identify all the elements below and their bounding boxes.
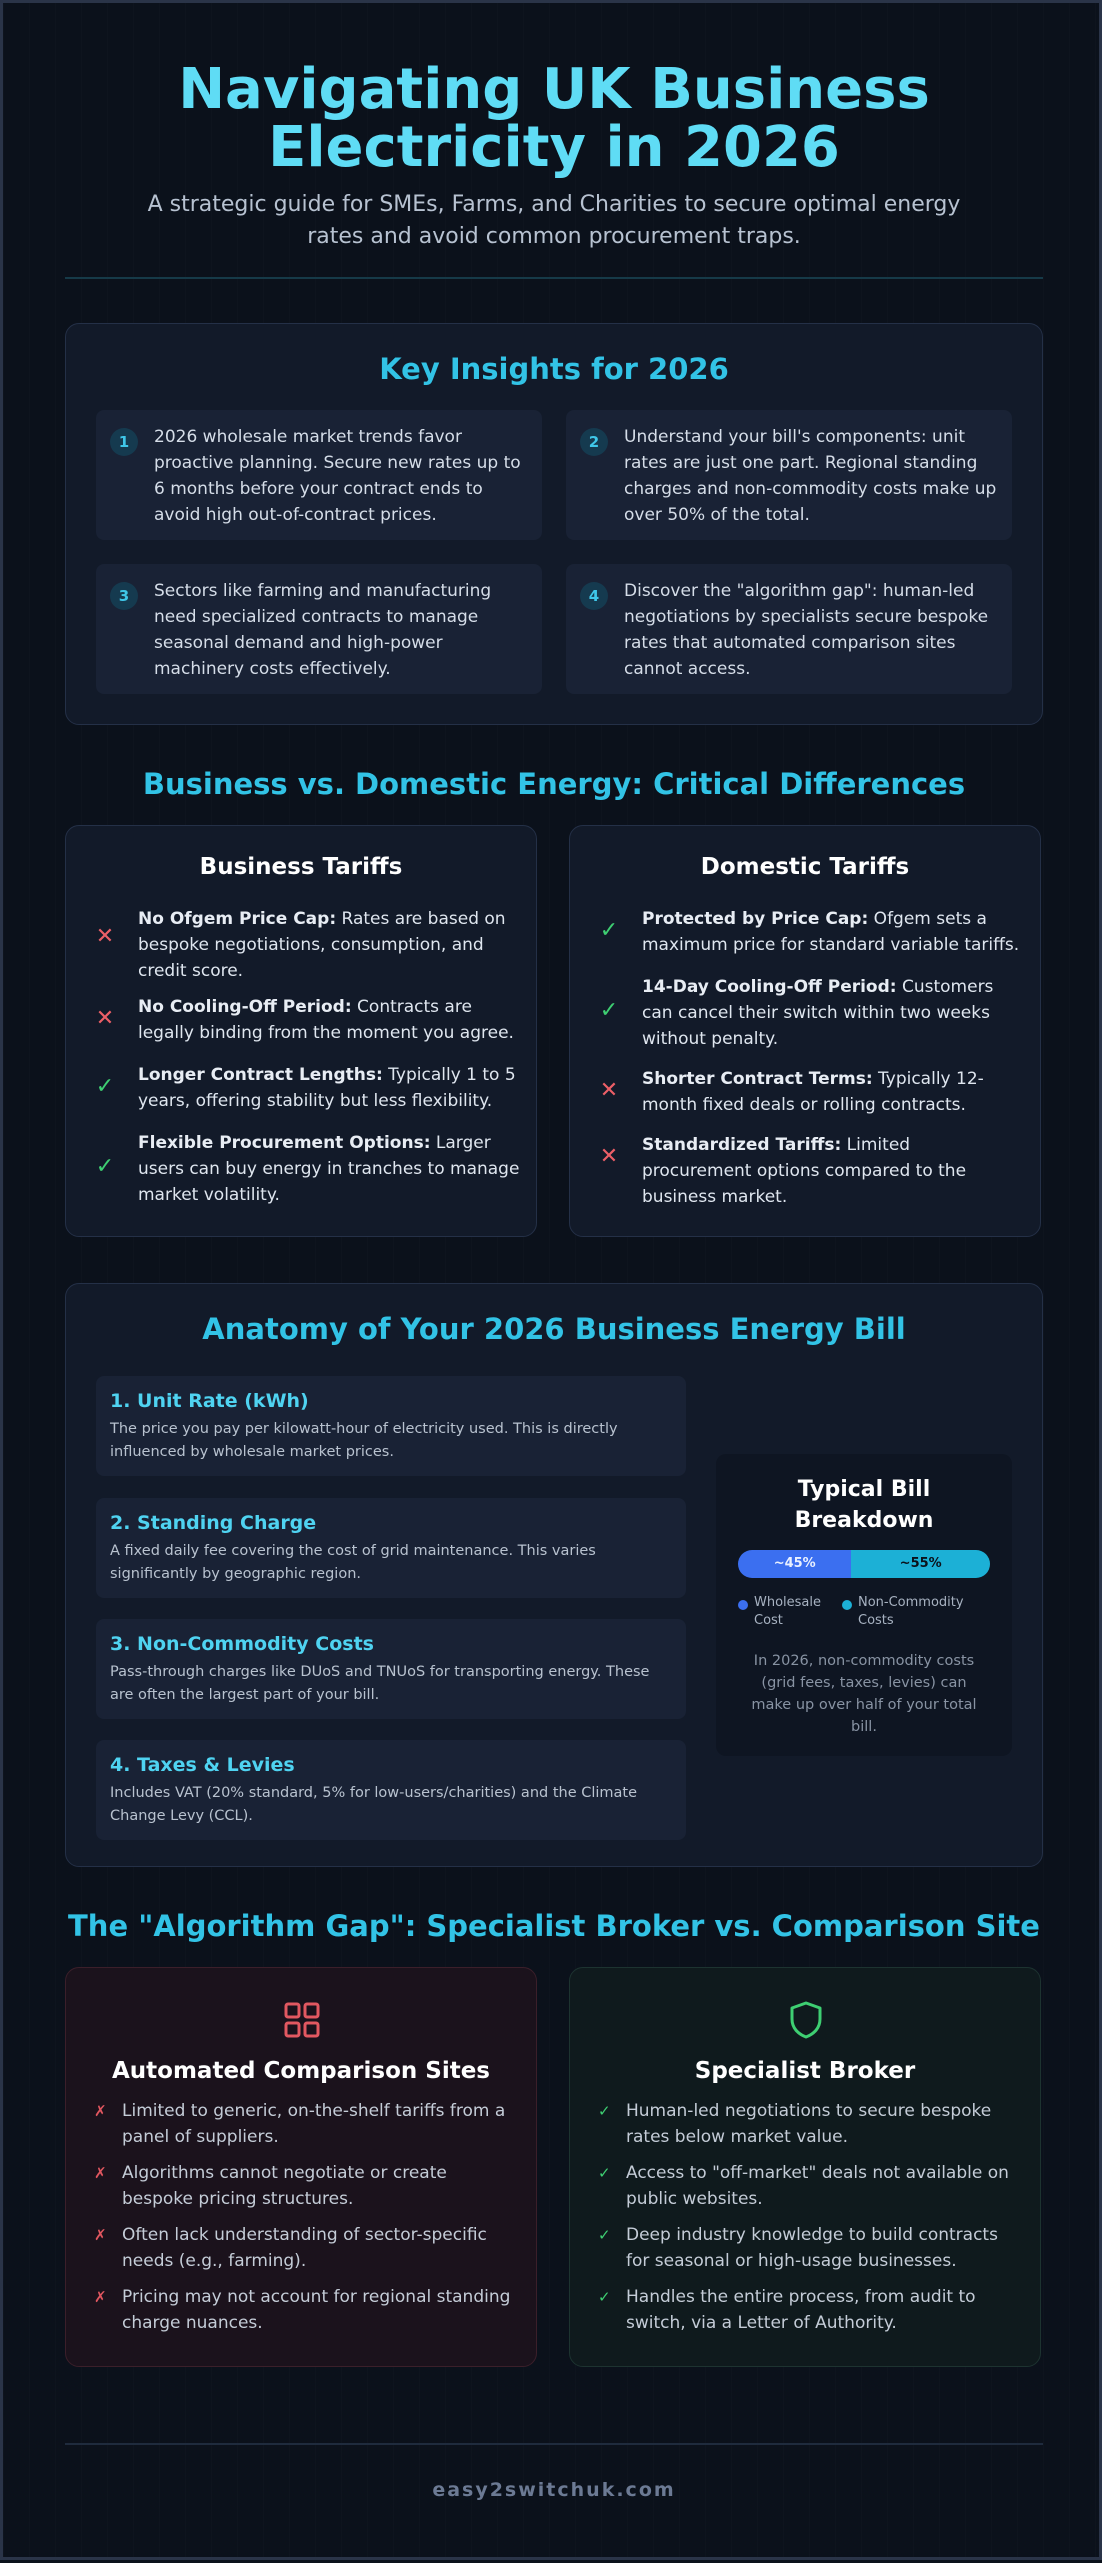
- bill-item-taxes: [96, 1740, 686, 1840]
- row-desc: Contracts are legally binding from the moment you agree.: [138, 997, 514, 1043]
- insight-number: 3: [110, 582, 138, 610]
- algorithm-gap-title: The "Algorithm Gap": Specialist Broker vs. Comparison Site: [68, 1909, 1040, 1943]
- row-desc: Rates are based on bespoke negotiations, consumption, and credit score.: [138, 909, 506, 981]
- check-icon: ✓: [598, 2164, 611, 2182]
- row-text: [138, 1062, 520, 1114]
- title-line-2: Electricity in 2026: [268, 115, 840, 180]
- footer-divider: [65, 2443, 1043, 2445]
- key-insights-title: Key Insights for 2026: [379, 352, 729, 386]
- insight-number: 4: [580, 582, 608, 610]
- row-bold: Protected by Price Cap:: [642, 909, 869, 929]
- insight-number: 2: [580, 428, 608, 456]
- row-desc: Typically 1 to 5 years, offering stability but less flexibility.: [138, 1065, 516, 1111]
- row-bold: Longer Contract Lengths:: [138, 1065, 383, 1085]
- row-text: Pricing may not account for regional standing charge nuances.: [122, 2287, 511, 2333]
- row-bold: Shorter Contract Terms:: [642, 1069, 873, 1089]
- shield-icon: [786, 2000, 826, 2040]
- legend-dot: [738, 1600, 748, 1610]
- x-mark-icon: ✗: [94, 2164, 107, 2182]
- insight-text: Sectors like farming and manufacturing need specialized contracts to manage seasonal demand and high-power machinery costs effectively.: [154, 581, 492, 679]
- legend-dot: [842, 1600, 852, 1610]
- row-text: Access to "off-market" deals not available on public websites.: [626, 2163, 1009, 2209]
- row-bold: Standardized Tariffs:: [642, 1135, 842, 1155]
- cross-icon: ✕: [599, 1078, 619, 1103]
- bill-anatomy-title: Anatomy of Your 2026 Business Energy Bill: [202, 1312, 906, 1346]
- row-desc: Typically 12-month fixed deals or rolling contracts.: [642, 1069, 984, 1115]
- row-desc: Larger users can buy energy in tranches to manage market volatility.: [138, 1133, 520, 1205]
- domestic-tariffs-card: [569, 825, 1041, 1237]
- row-text: [138, 1130, 520, 1208]
- x-mark-icon: ✗: [94, 2226, 107, 2244]
- row-text: Handles the entire process, from audit to switch, via a Letter of Authority.: [626, 2287, 976, 2333]
- insight-text: Discover the "algorithm gap": human-led negotiations by specialists secure bespoke rates that automated comparison sites cannot access.: [624, 581, 989, 679]
- legend-label: Wholesale Cost: [754, 1595, 822, 1628]
- footer-domain[interactable]: easy2switchuk.com: [432, 2479, 676, 2501]
- row-bold: No Ofgem Price Cap:: [138, 909, 337, 929]
- check-icon: ✓: [599, 998, 619, 1023]
- bill-item-heading: 2. Standing Charge: [110, 1512, 317, 1534]
- check-icon: ✓: [95, 1074, 115, 1099]
- business-tariffs-card: [65, 825, 537, 1237]
- check-icon: ✓: [95, 1154, 115, 1179]
- row-bold: Flexible Procurement Options:: [138, 1133, 431, 1153]
- title-line-1: Navigating UK Business: [178, 57, 930, 122]
- breakdown-note: In 2026, non-commodity costs (grid fees, taxes, levies) can make up over half of your total bill.: [751, 1653, 977, 1735]
- bill-breakdown-box: [716, 1454, 1012, 1756]
- bill-item-unit-rate: [96, 1376, 686, 1476]
- row-text: [138, 906, 520, 984]
- bill-item-desc: Includes VAT (20% standard, 5% for low-users/charities) and the Climate Change Levy (CCL).: [110, 1785, 638, 1824]
- bill-item-desc: The price you pay per kilowatt-hour of electricity used. This is directly influenced by wholesale market prices.: [110, 1421, 618, 1460]
- insight-card-2: [566, 410, 1012, 540]
- breakdown-title: [716, 1474, 1012, 1536]
- row-desc: Ofgem sets a maximum price for standard variable tariffs.: [642, 909, 1020, 955]
- bill-item-heading: 4. Taxes & Levies: [110, 1754, 295, 1776]
- bill-item-desc: Pass-through charges like DUoS and TNUoS for transporting energy. These are often the largest part of your bill.: [110, 1664, 650, 1703]
- insight-number: 1: [110, 428, 138, 456]
- non-commodity-segment: ~55%: [851, 1550, 990, 1578]
- insight-card-1: [96, 410, 542, 540]
- bill-item-standing-charge: [96, 1498, 686, 1598]
- row-desc: Limited procurement options compared to the business market.: [642, 1135, 967, 1207]
- wholesale-segment: ~45%: [738, 1550, 851, 1578]
- page-subtitle: A strategic guide for SMEs, Farms, and Charities to secure optimal energy rates and avoid common procurement traps.: [147, 192, 961, 249]
- page-content: [65, 3, 1043, 2563]
- check-icon: ✓: [599, 918, 619, 943]
- comparison-sites-card: [65, 1967, 537, 2367]
- row-desc: Customers can cancel their switch within two weeks without penalty.: [642, 977, 994, 1049]
- x-mark-icon: ✗: [94, 2102, 107, 2120]
- row-text: [642, 974, 1024, 1052]
- cross-icon: ✕: [599, 1144, 619, 1169]
- insight-text: 2026 wholesale market trends favor proactive planning. Secure new rates up to 6 months before your contract ends to avoid high out-of-contract prices.: [154, 427, 521, 525]
- row-text: Often lack understanding of sector-specific needs (e.g., farming).: [122, 2225, 487, 2271]
- row-bold: 14-Day Cooling-Off Period:: [642, 977, 897, 997]
- row-text: [138, 994, 520, 1046]
- bill-item-non-commodity: [96, 1619, 686, 1719]
- grid-icon: [282, 2000, 322, 2040]
- breakdown-title-line-2: Breakdown: [794, 1508, 934, 1533]
- insight-card-3: [96, 564, 542, 694]
- row-bold: No Cooling-Off Period:: [138, 997, 352, 1017]
- differences-title: Business vs. Domestic Energy: Critical Differences: [142, 767, 966, 801]
- insight-text: Understand your bill's components: unit rates are just one part. Regional standing charges and non-commodity costs make up over 50% of the total.: [624, 427, 997, 525]
- row-text: [642, 906, 1024, 958]
- cross-icon: ✕: [95, 924, 115, 949]
- row-text: Human-led negotiations to secure bespoke rates below market value.: [626, 2101, 992, 2147]
- specialist-broker-card: [569, 1967, 1041, 2367]
- business-tariffs-title: Business Tariffs: [199, 854, 403, 880]
- key-insights-panel: [65, 323, 1043, 725]
- row-text: Limited to generic, on-the-shelf tariffs from a panel of suppliers.: [122, 2101, 506, 2147]
- bill-item-heading: 3. Non-Commodity Costs: [110, 1633, 374, 1655]
- cross-icon: ✕: [95, 1006, 115, 1031]
- bill-item-desc: A fixed daily fee covering the cost of grid maintenance. This varies significantly by geographic region.: [110, 1543, 596, 1582]
- row-text: [642, 1132, 1024, 1210]
- bill-anatomy-panel: [65, 1283, 1043, 1867]
- x-mark-icon: ✗: [94, 2288, 107, 2306]
- bill-item-heading: 1. Unit Rate (kWh): [110, 1390, 309, 1412]
- insight-card-4: [566, 564, 1012, 694]
- check-icon: ✓: [598, 2102, 611, 2120]
- header-divider: [65, 277, 1043, 279]
- legend-label: Non-Commodity Costs: [858, 1595, 964, 1628]
- specialist-broker-title: Specialist Broker: [694, 2058, 916, 2084]
- page-title: [65, 57, 1043, 180]
- breakdown-bar: [738, 1550, 990, 1578]
- domestic-tariffs-title: Domestic Tariffs: [700, 854, 910, 880]
- row-text: Deep industry knowledge to build contracts for seasonal or high-usage businesses.: [626, 2225, 998, 2271]
- check-icon: ✓: [598, 2226, 611, 2244]
- check-icon: ✓: [598, 2288, 611, 2306]
- row-text: [642, 1066, 1024, 1118]
- row-text: Algorithms cannot negotiate or create bespoke pricing structures.: [122, 2163, 447, 2209]
- comparison-sites-title: Automated Comparison Sites: [112, 2058, 490, 2084]
- breakdown-title-line-1: Typical Bill: [797, 1477, 931, 1502]
